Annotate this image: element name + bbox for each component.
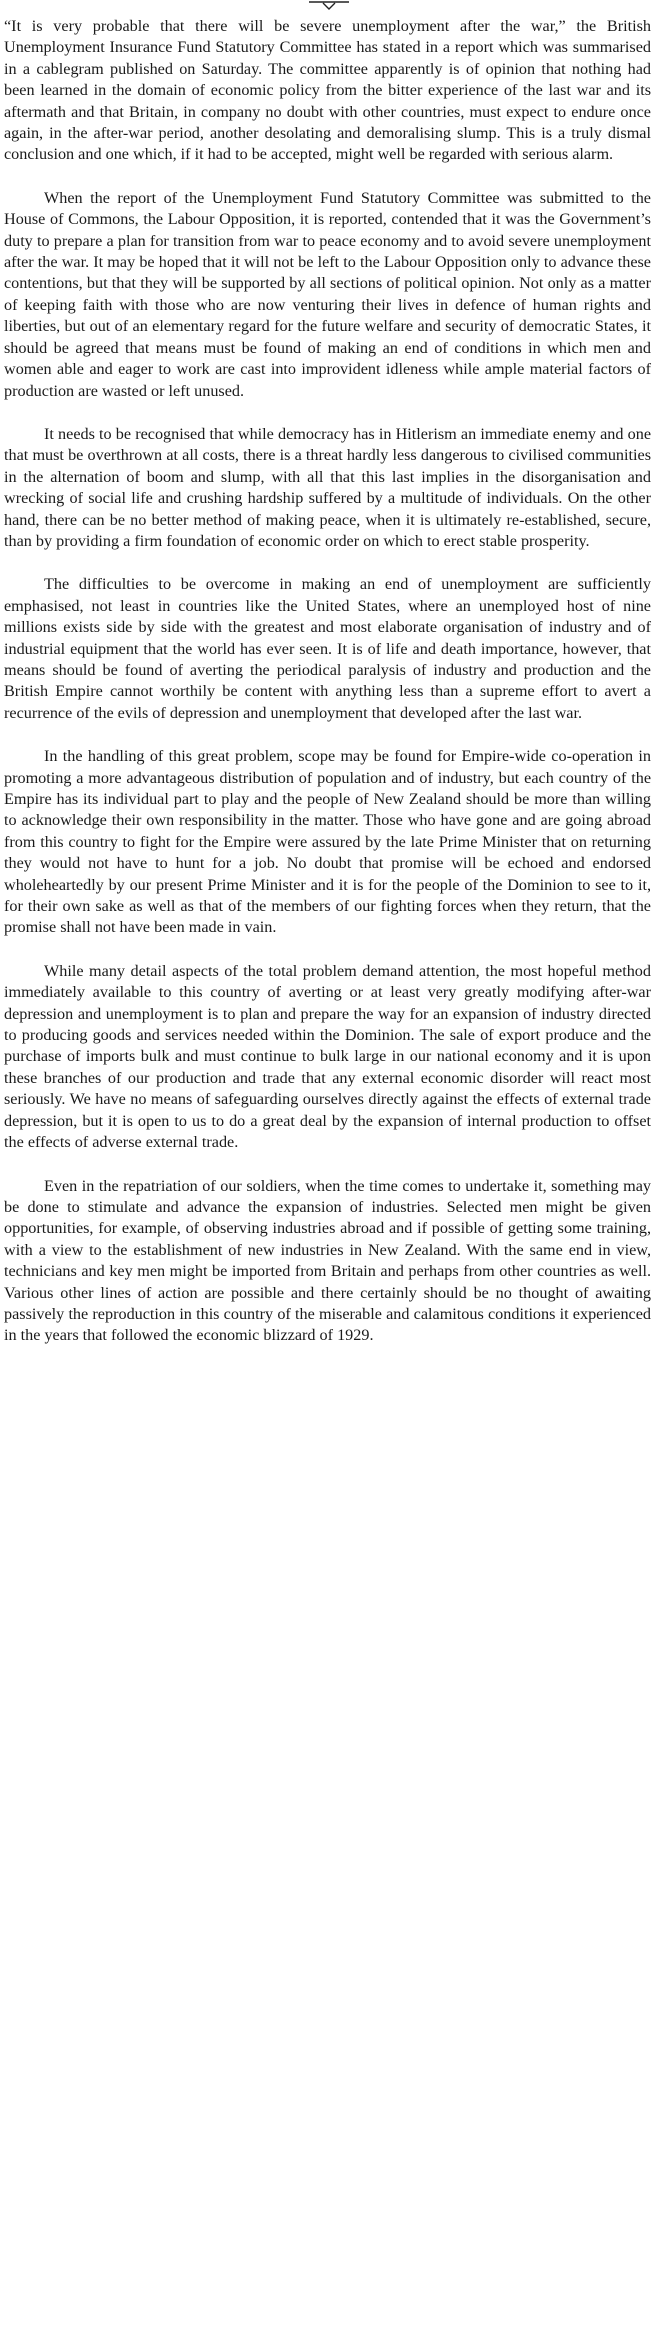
article-paragraph: The difficulties to be overcome in making an end of unemployment are sufficiently emphasised, not least in countries like the United States, where an unemployed host of nine millions exists side by side with the greatest and most elaborate organisation of industry and of industrial equipment that the world has ever seen. It is of life and death importance, however, that means should be found of averting the periodical paralysis of industry and production and the British Empire cannot worthily be content with anything less than a supreme effort to avert a recurrence of the evils of depression and unemployment that developed after the last war. (4, 575, 651, 722)
article-paragraph: While many detail aspects of the total problem demand attention, the most hopeful method immediately available to this country of averting or at least very greatly modifying after-war depression and unemployment is to plan and prepare the way for an expansion of industry directed to producing goods and services needed within the Dominion. The sale of export produce and the purchase of imports bulk and must continue to bulk large in our national economy and it is upon these branches of our production and trade that any external economic disorder will react most seriously. We have no means of safeguarding ourselves directly against the effects of external trade depression, but it is open to us to do a great deal by the expansion of internal production to offset the effects of adverse external trade. (4, 961, 651, 1152)
article-paragraph: In the handling of this great problem, scope may be found for Empire-wide co-operation in promoting a more advantageous distribution of population and of industry, but each country of the Empire has its individual part to play and the people of New Zealand should be more than willing to acknowledge their own responsibility in the matter. Those who have gone and are going abroad from this country to fight for the Empire were assured by the late Prime Minister that on returning they would not have to hunt for a job. No doubt that promise will be echoed and endorsed wholeheartedly by our present Prime Minister and it is for the people of the Dominion to see to it, for their own sake as well as that of the members of our fighting forces when they return, that the promise shall not have been made in vain. (4, 747, 651, 937)
article-paragraph: Even in the repatriation of our soldiers, when the time comes to undertake it, something may be done to stimulate and advance the expansion of industries. Selected men might be given opportunities, for example, of observing industries abroad and if possible of getting some training, with a view to the establishment of new industries in New Zealand. With the same end in view, technicians and key men might be imported from Britain and perhaps from other countries as well. Various other lines of action are possible and there certainly should be no thought of awaiting passively the reproduction in this country of the miserable and calamitous conditions it experienced in the years that followed the economic blizzard of 1929. (4, 1176, 651, 1345)
article-paragraph: When the report of the Unemployment Fund Statutory Committee was submitted to the House of Commons, the Labour Opposition, it is reported, contended that it was the Government’s duty to prepare a plan for transition from war to peace economy and to avoid severe unemployment after the war. It may be hoped that it will not be left to the Labour Opposition only to advance these contentions, but that they will be supported by all sections of political opinion. Not only as a matter of keeping faith with those who are now venturing their lives in defence of human rights and liberties, but out of an elementary regard for the future welfare and security of democratic States, it should be agreed that means must be found of making an end of conditions in which men and women able and eager to work are cast into improvident idleness while ample material factors of production are wasted or left unused. (4, 188, 651, 400)
article-paragraph: “It is very probable that there will be severe unemployment after the war,” the British Unemployment Insurance Fund Statutory Committee has stated in a report which was summarised in a cablegram published on Saturday. The committee apparently is of opinion that nothing had been learned in the domain of economic policy from the bitter experience of the last war and its aftermath and that Britain, in company no doubt with other countries, must expect to endure once again, in the after-war period, another desolating and demoralising slump. This is a truly dismal conclusion and one which, if it had to be accepted, might well be regarded with serious alarm. (4, 17, 651, 164)
article-paragraph: It needs to be recognised that while democracy has in Hitlerism an immediate enemy and one that must be overthrown at all costs, there is a threat hardly less dangerous to civilised communities in the alternation of boom and slump, with all that this last implies in the disorganisation and wrecking of social life and crushing hardship suffered by a multitude of individuals. On the other hand, there can be no better method of making peace, when it is ultimately re-established, secure, than by providing a firm foundation of economic order on which to erect stable prosperity. (4, 424, 651, 550)
ornamental-rule (307, 0, 351, 12)
editorial-article (4, 16, 651, 1347)
